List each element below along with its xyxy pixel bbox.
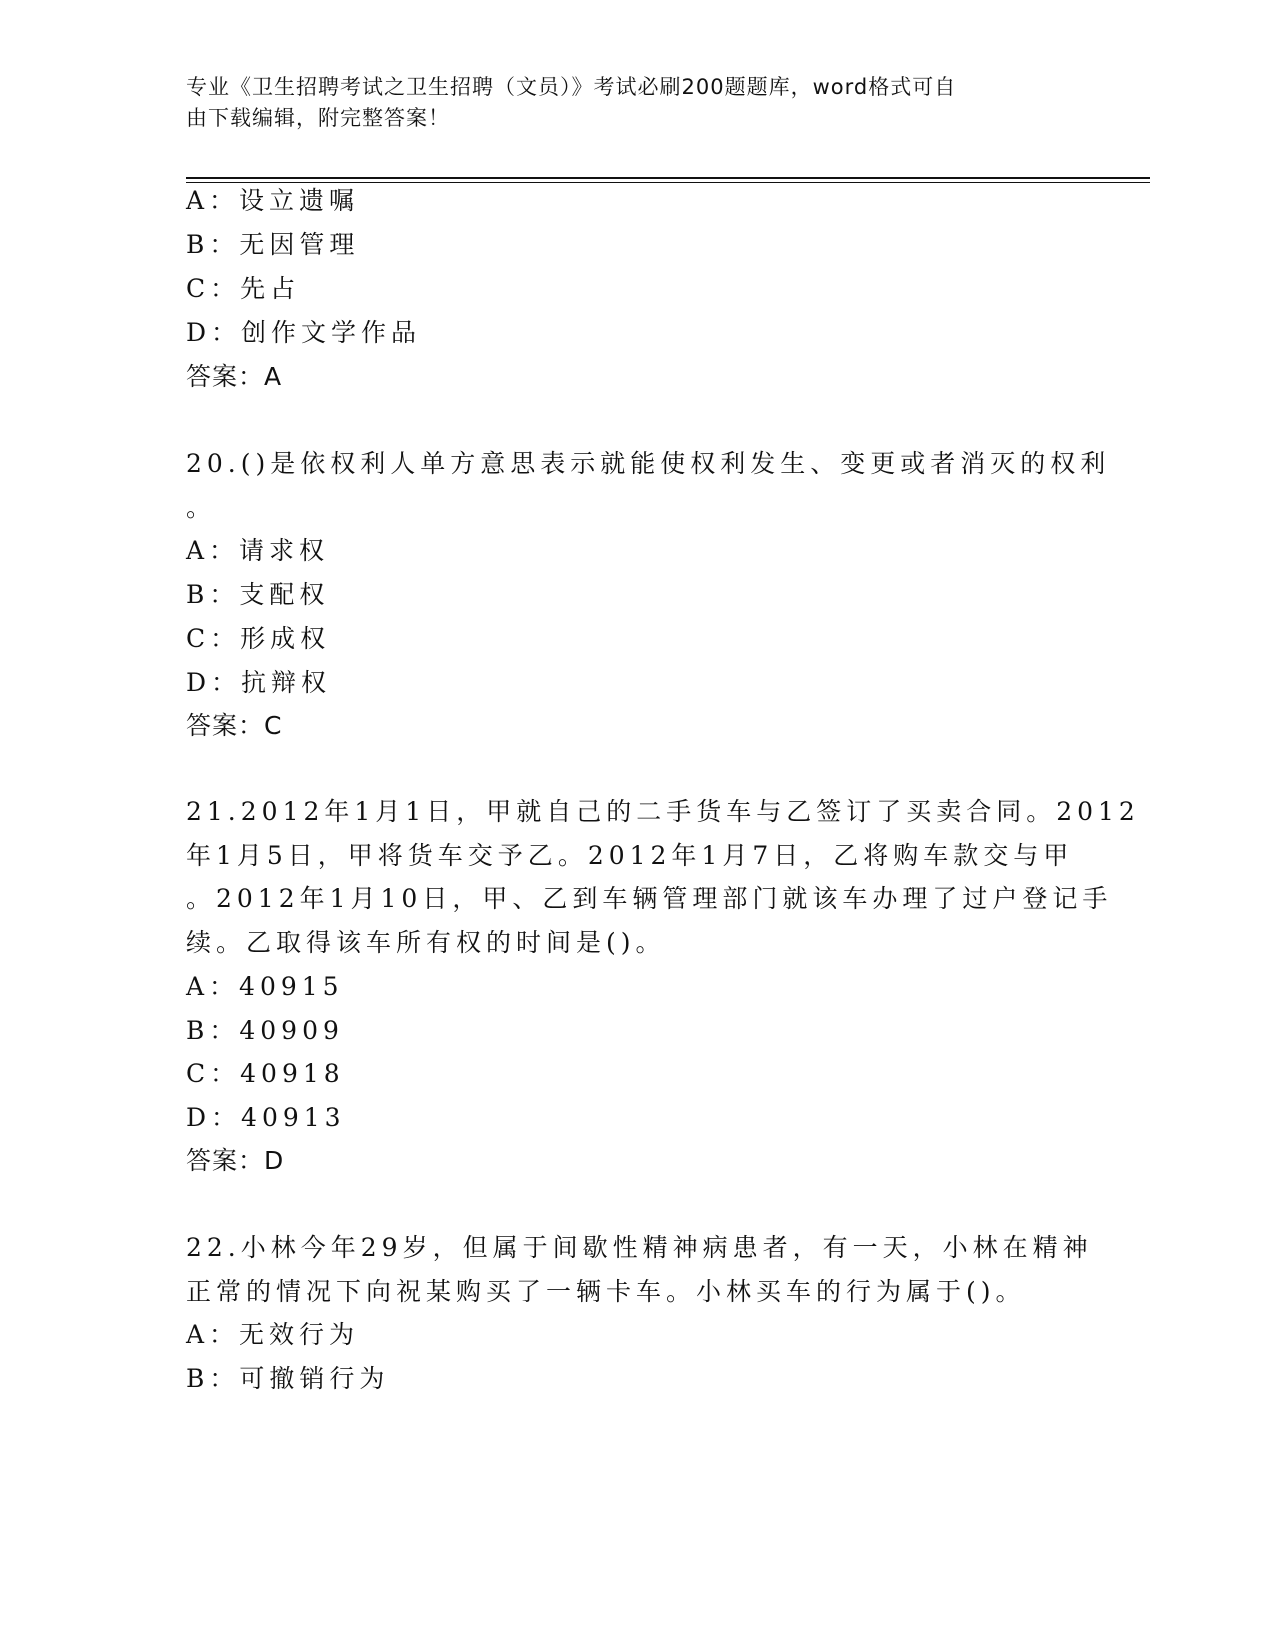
q20-stem-line-1: 20.()是依权利人单方意思表示就能使权利发生、变更或者消灭的权利 bbox=[186, 449, 1111, 478]
q20-option-b: B：支配权 bbox=[186, 580, 330, 609]
header-rule-thick bbox=[186, 177, 1150, 179]
q19-option-b: B：无因管理 bbox=[186, 230, 360, 259]
q21-option-b: B：40909 bbox=[186, 1016, 344, 1045]
q20-stem-line-2: 。 bbox=[186, 493, 217, 522]
q20-option-d: D：抗辩权 bbox=[186, 668, 332, 697]
header-line-1: 专业《卫生招聘考试之卫生招聘（文员）》考试必刷200题题库，word格式可自 bbox=[186, 75, 957, 99]
q19-option-a: A：设立遗嘱 bbox=[186, 186, 360, 215]
q22-stem-line-2: 正常的情况下向祝某购买了一辆卡车。小林买车的行为属于()。 bbox=[186, 1277, 1026, 1306]
q20-answer: 答案：C bbox=[186, 711, 283, 740]
document-header bbox=[186, 72, 1066, 134]
q21-stem-line-2: 年1月5日，甲将货车交予乙。2012年1月7日，乙将购车款交与甲 bbox=[186, 841, 1074, 870]
q21-stem-line-1: 21.2012年1月1日，甲就自己的二手货车与乙签订了买卖合同。2012 bbox=[186, 797, 1140, 826]
q22-option-a: A：无效行为 bbox=[186, 1320, 360, 1349]
q21-option-a: A：40915 bbox=[186, 972, 344, 1001]
q21-stem-line-4: 续。乙取得该车所有权的时间是()。 bbox=[186, 928, 666, 957]
q19-option-d: D：创作文学作品 bbox=[186, 318, 422, 347]
q21-option-d: D：40913 bbox=[186, 1103, 346, 1132]
q21-answer: 答案：D bbox=[186, 1146, 285, 1175]
q21-stem-line-3: 。2012年1月10日，甲、乙到车辆管理部门就该车办理了过户登记手 bbox=[186, 884, 1113, 913]
q19-option-c: C：先占 bbox=[186, 274, 301, 303]
q21-option-c: C：40918 bbox=[186, 1059, 345, 1088]
q20-option-c: C：形成权 bbox=[186, 624, 331, 653]
header-line-2: 由下载编辑，附完整答案！ bbox=[186, 106, 450, 130]
header-rule-thin bbox=[186, 182, 1150, 183]
q19-answer: 答案：A bbox=[186, 362, 283, 391]
q22-stem-line-1: 22.小林今年29岁，但属于间歇性精神病患者，有一天，小林在精神 bbox=[186, 1233, 1093, 1262]
q20-option-a: A：请求权 bbox=[186, 536, 330, 565]
q22-option-b: B：可撤销行为 bbox=[186, 1364, 390, 1393]
